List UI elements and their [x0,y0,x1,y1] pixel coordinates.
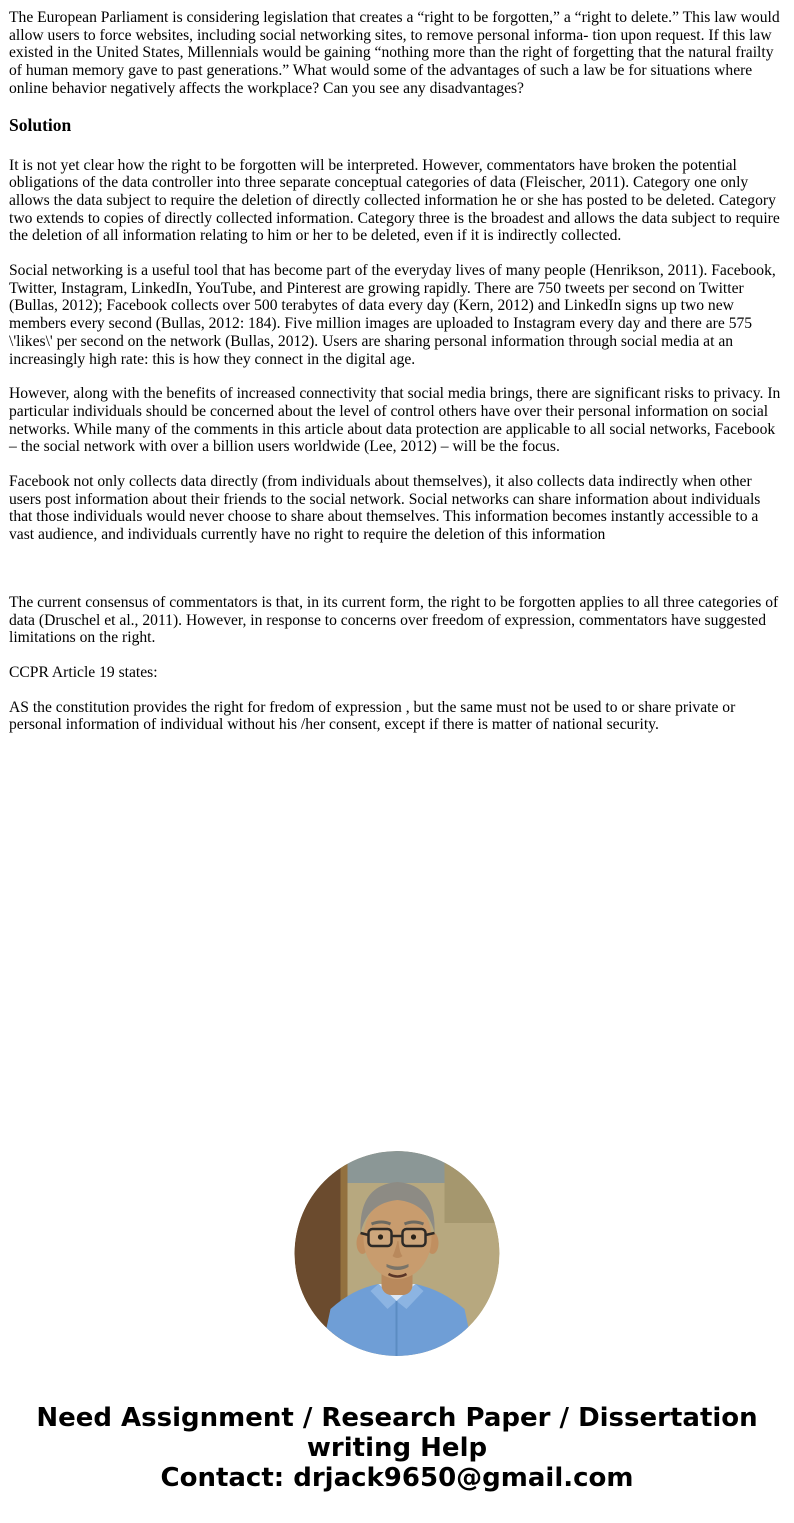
document-text [0,0,794,751]
solution-paragraph-4: Facebook not only collects data directly (from individuals about themselves), it also collects data indirectly when other users post information about their friends to the social network. Social networks can share information about individuals that those individuals would never choose to share about themselves. This information becomes instantly accessible to a vast audience, and individuals currently have no right to require the deletion of this information [9,473,761,544]
solution-paragraph-2: Social networking is a useful tool that has become part of the everyday lives of many people (Henrikson, 2011). Facebook, Twitter, Instagram, LinkedIn, YouTube, and Pinterest are growing rapidly. There are 750 tweets per second on Twitter (Bullas, 2012); Facebook collects over 500 terabytes of data every day (Kern, 2012) and LinkedIn signs up two new members every second (Bullas, 2012: 184). Five million images are uploaded to Instagram every day and there are 575 \'likes\' per second on the network (Bullas, 2012). Users are sharing personal information through social media at an increasingly high rate: this is how they connect in the digital age. [9,262,776,368]
solution-paragraph-3: However, along with the benefits of increased connectivity that social media brings, there are significant risks to privacy. In particular individuals should be concerned about the level of control others have over their personal information on social networks. While many of the comments in this article about data protection are applicable to all social networks, Facebook – the social network with over a billion users worldwide (Lee, 2012) – will be the focus. [9,385,781,456]
ccpr-text: AS the constitution provides the right for fredom of expression , but the same must not be used to or share private or personal information of individual without his /her consent, except if there is matter of national security. [9,698,736,734]
person-photo [295,1151,500,1356]
question-paragraph: The European Parliament is considering legislation that creates a “right to be forgotten,” a “right to delete.” This law would allow users to force websites, including social networking sites, to remove personal informa- tion upon request. If this law existed in the United States, Millennials would be gaining “nothing more than the right of forgetting that the natural frailty of human memory gave to past generations.” What would some of the advantages of such a law be for situations where online behavior negatively affects the workplace? Can you see any disadvantages? [9,9,780,97]
ccpr-intro: CCPR Article 19 states: [9,663,158,681]
solution-heading: Solution [9,114,72,135]
person-photo-graphic [295,1151,500,1356]
solution-paragraph-1: It is not yet clear how the right to be forgotten will be interpreted. However, commentators have broken the potential obligations of the data controller into three separate conceptual categories of data (Fleischer, 2011). Category one only allows the data subject to require the deletion of directly collected information he or she has posted to be deleted. Category two extends to copies of directly collected information. Category three is the broadest and allows the data subject to require the deletion of all information relating to him or her to be deleted, even if it is indirectly collected. [9,156,780,245]
contact-text: Contact: drjack9650@gmail.com [160,1463,634,1493]
help-text: Need Assignment / Research Paper / Dissertation writing Help [36,1403,758,1463]
footer [0,1403,794,1493]
solution-paragraph-5: The current consensus of commentators is that, in its current form, the right to be forgotten applies to all three categories of data (Druschel et al., 2011). However, in response to concerns over freedom of expression, commentators have suggested limitations on the right. [9,593,779,647]
